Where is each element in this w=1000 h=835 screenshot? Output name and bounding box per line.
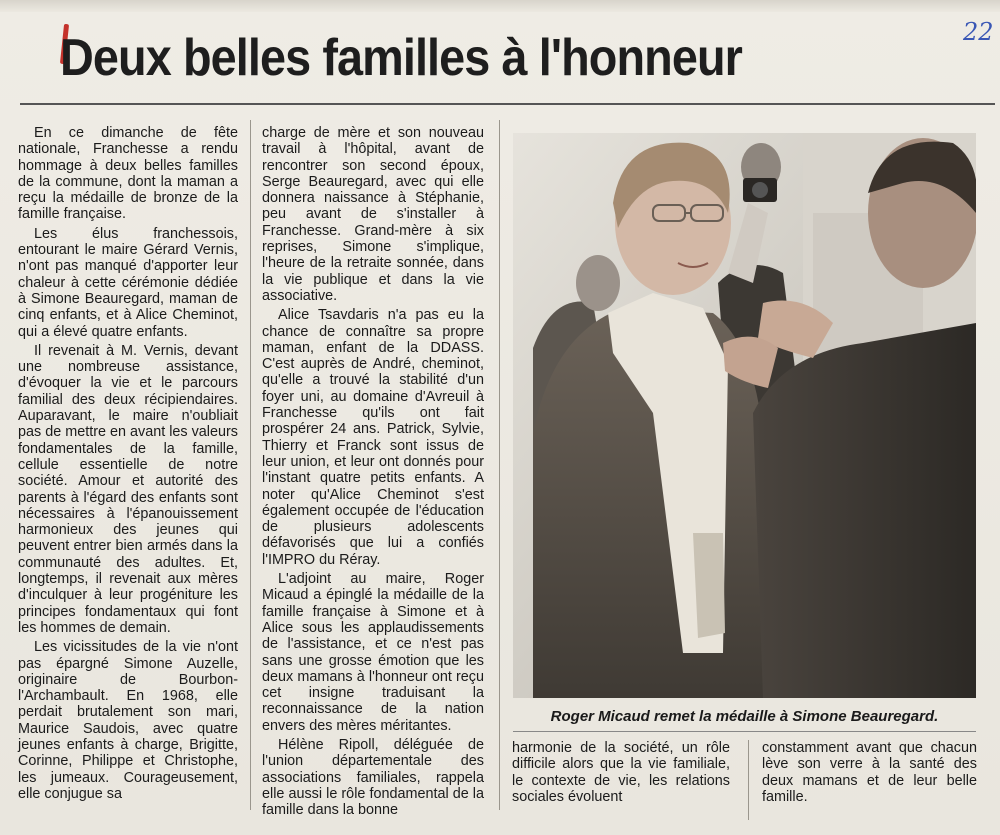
- caption-rule: [513, 731, 976, 732]
- article-column-3: [512, 740, 730, 820]
- handwritten-page-number: 22: [963, 18, 994, 46]
- headline-rule: [20, 103, 995, 105]
- paragraph: constamment avant que chacun lève son verre à la santé des deux mamans et de leur belle famille.: [762, 740, 977, 805]
- photo-caption: Roger Micaud remet la médaille à Simone Beauregard.: [550, 708, 939, 725]
- paragraph: charge de mère et son nouveau travail à l'hôpital, avant de rencontrer son second époux, Serge Beauregard, avec qui elle donnera naissance à Stéphanie, peu avant de s'installer à Franchesse. Grand-mère à six reprises, Simone s'implique, l'heure de la retraite sonnée, dans la vie publique et dans la vie associative.: [262, 125, 484, 304]
- column-divider: [748, 740, 749, 820]
- article-column-4: [762, 740, 977, 820]
- paragraph: Il revenait à M. Vernis, devant une nombreuse assistance, d'évoquer la vie et le parcours familial des deux récipiendaires. Auparavant, le maire n'oubliait pas de mettre en avant les valeurs fondamentales de la famille, cellule essentielle de notre société. Amour et autorité des parents à l'égard des enfants sont nécessaires à l'épanouissement harmonieux des jeunes qui peuvent entrer bien armés dans la communauté des adultes. Et, longtemps, il revenait aux mères d'inculquer à leur progéniture les principes fondamentaux qui font les hommes de demain.: [18, 342, 238, 636]
- paragraph: L'adjoint au maire, Roger Micaud a épinglé la médaille de la famille française à Simone et à Alice sous les applaudissements de l'assistance, et ce n'est pas sans une grosse émotion que les deux mamans à l'honneur ont reçu cet insigne traduisant la reconnaissance de la nation envers des mères méritantes.: [262, 571, 484, 734]
- article-column-2: [262, 125, 484, 819]
- paragraph: Alice Tsavdaris n'a pas eu la chance de connaître sa propre maman, enfant de la DDASS. C'est auprès de André, cheminot, qu'elle a trouvé la stabilité d'un foyer uni, au domaine d'Avreuil à Franchesse qu'ils ont fait prospérer 24 ans. Patrick, Sylvie, Thierry et Franck sont issus de leur union, et leur ont donnés pour l'instant quatre petits enfants. A noter qu'Alice Cheminot s'est également occupée de l'éducation de plusieurs adolescents défavorisés que lui a confiés l'IMPRO du Réray.: [262, 307, 484, 568]
- paragraph: En ce dimanche de fête nationale, Franchesse a rendu hommage à deux belles familles de la commune, dont la maman a reçu la médaille de bronze de la famille française.: [18, 125, 238, 223]
- paragraph: harmonie de la société, un rôle difficile alors que la vie familiale, le contexte de vie, les relations sociales évoluent: [512, 740, 730, 805]
- column-divider: [250, 120, 251, 810]
- paragraph: Les élus franchessois, entourant le maire Gérard Vernis, n'ont pas manqué d'apporter leur chaleur à cette cérémonie dédiée à Simone Beauregard, maman de cinq enfants, et à Alice Cheminot, qui a élevé quatre enfants.: [18, 225, 238, 340]
- column-divider: [499, 120, 500, 810]
- ceremony-photo: [513, 133, 976, 698]
- previous-article-strip: [0, 0, 1000, 12]
- headline: Deux belles familles à l'honneur: [60, 29, 742, 87]
- article-column-1: [18, 125, 238, 815]
- paragraph: Les vicissitudes de la vie n'ont pas épargné Simone Auzelle, originaire de Bourbon-l'Archambault. En 1968, elle perdait brutalement son mari, Maurice Saudois, avec quatre jeunes enfants à charge, Brigitte, Corinne, Philippe et Christophe, les jumeaux. Courageusement, elle conjugue sa: [18, 639, 238, 802]
- paragraph: Hélène Ripoll, déléguée de l'union départementale des associations familiales, rappela elle aussi le rôle fondamental de la famille dans la bonne: [262, 736, 484, 819]
